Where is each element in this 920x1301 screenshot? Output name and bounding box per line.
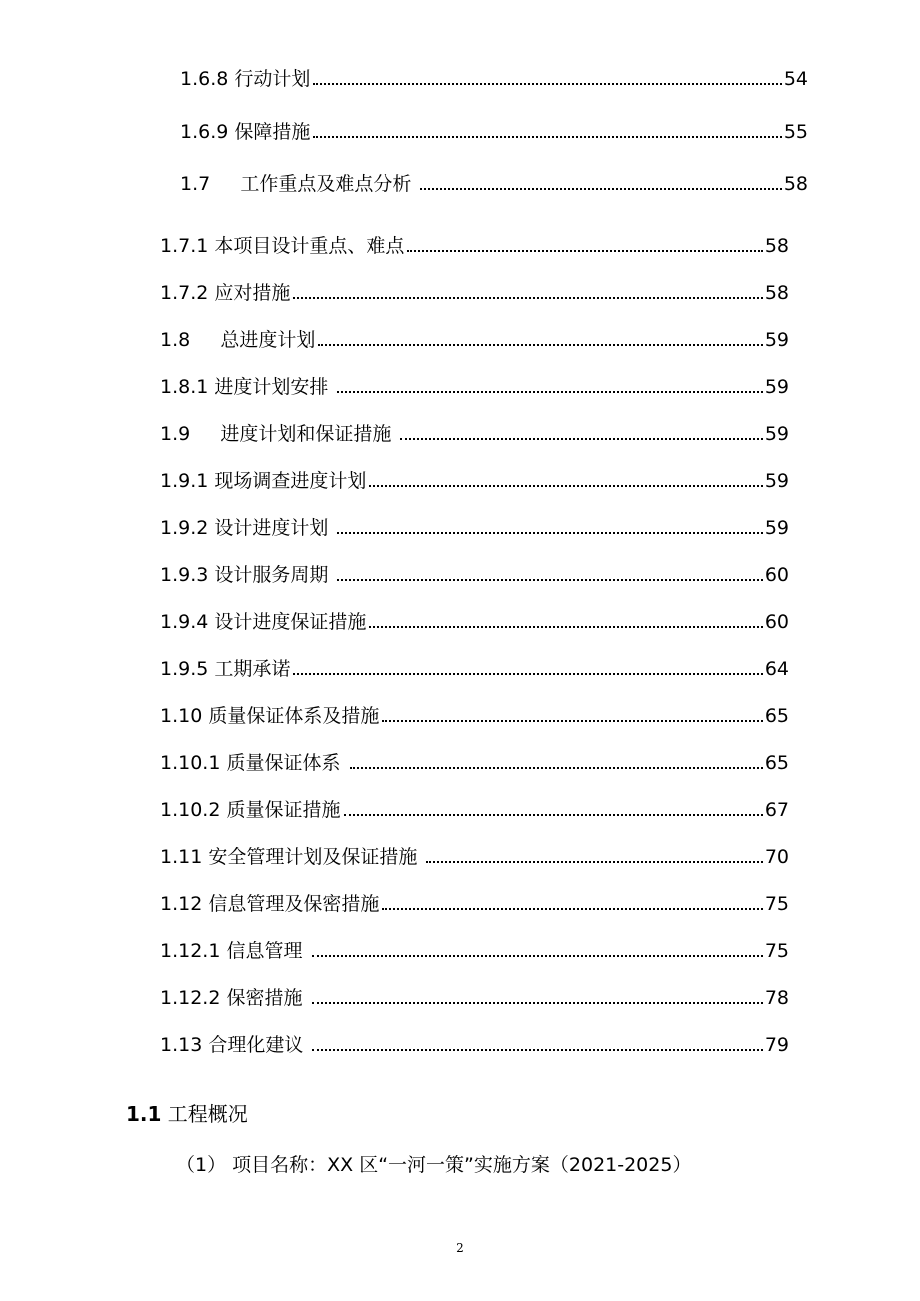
toc-entry-page: 67: [764, 799, 789, 821]
toc-entry[interactable]: [160, 939, 789, 963]
toc-entry-number: 1.6.8: [180, 68, 235, 90]
dot-leader: [312, 955, 763, 957]
toc-entry-page: 59: [764, 470, 789, 492]
toc-entry[interactable]: [160, 328, 789, 352]
toc-entry-page: 64: [764, 658, 789, 680]
toc-entry[interactable]: [160, 563, 789, 587]
toc-entry-number: 1.11: [160, 846, 209, 868]
toc-entry-title: 安全管理计划及保证措施: [208, 846, 424, 868]
toc-entry[interactable]: [160, 751, 789, 775]
toc-entry-title: 现场调查进度计划: [214, 470, 367, 492]
toc-entry[interactable]: [160, 798, 789, 822]
dot-leader: [312, 1049, 762, 1051]
toc-entry-page: 58: [783, 173, 808, 195]
dot-leader: [293, 673, 762, 675]
project-name-paragraph: （1） 项目名称：XX 区“一河一策”实施方案（2021-2025）: [176, 1154, 692, 1176]
toc-entry-page: 58: [764, 235, 789, 257]
toc-entry-page: 59: [764, 329, 789, 351]
toc-entry-title: 行动计划: [234, 68, 311, 90]
toc-entry-number: 1.9: [160, 423, 221, 445]
toc-entry-title: 质量保证体系及措施: [208, 705, 380, 727]
toc-entry[interactable]: [160, 986, 789, 1010]
toc-entry[interactable]: [160, 375, 789, 399]
toc-entry-page: 60: [764, 611, 789, 633]
toc-entry-page: 70: [764, 846, 789, 868]
toc-entry[interactable]: [160, 892, 789, 916]
toc-entry-title: 设计进度保证措施: [214, 611, 367, 633]
dot-leader: [344, 814, 763, 816]
section-number: 1.1: [126, 1102, 162, 1126]
toc-entry-number: 1.10.1: [160, 752, 227, 774]
dot-leader: [318, 344, 762, 346]
toc-entry-page: 65: [764, 752, 789, 774]
toc-entry[interactable]: [160, 845, 789, 869]
toc-entry-page: 65: [764, 705, 789, 727]
dot-leader: [382, 720, 762, 722]
toc-entry-page: 55: [783, 121, 808, 143]
toc-entry-number: 1.7.2: [160, 282, 215, 304]
toc-entry-number: 1.9.4: [160, 611, 215, 633]
toc-entry-number: 1.8: [160, 329, 221, 351]
dot-leader: [369, 626, 762, 628]
dot-leader: [420, 188, 781, 190]
dot-leader: [337, 391, 762, 393]
toc-entry-number: 1.8.1: [160, 376, 215, 398]
toc-entry-title: 保密措施: [226, 987, 309, 1009]
dot-leader: [350, 767, 763, 769]
toc-entry-title: 信息管理: [226, 940, 309, 962]
toc-entry-number: 1.13: [160, 1034, 209, 1056]
toc-entry-page: 75: [764, 893, 789, 915]
toc-entry-number: 1.10.2: [160, 799, 227, 821]
toc-entry-page: 78: [764, 987, 789, 1009]
toc-entry-title: 工期承诺: [214, 658, 291, 680]
toc-entry-page: 58: [764, 282, 789, 304]
toc-entry-page: 79: [764, 1034, 789, 1056]
toc-entry-number: 1.12: [160, 893, 209, 915]
toc-entry-title: 进度计划安排: [214, 376, 335, 398]
toc-entry-title: 进度计划和保证措施: [220, 423, 398, 445]
toc-entry-title: 保障措施: [234, 121, 311, 143]
toc-entry-page: 59: [764, 423, 789, 445]
dot-leader: [369, 485, 762, 487]
toc-entry-page: 75: [764, 940, 789, 962]
toc-entry-number: 1.7: [180, 173, 241, 195]
toc-entry[interactable]: [160, 1033, 789, 1057]
toc-entry-title: 本项目设计重点、难点: [214, 235, 405, 257]
toc-entry[interactable]: [180, 67, 808, 91]
toc-entry[interactable]: [160, 610, 789, 634]
toc-entry[interactable]: [160, 469, 789, 493]
dot-leader: [293, 297, 762, 299]
page-number: 2: [456, 1241, 464, 1255]
section-title: 工程概况: [161, 1102, 248, 1126]
toc-entry-number: 1.9.5: [160, 658, 215, 680]
toc-entry-title: 合理化建议: [208, 1034, 310, 1056]
toc-entry[interactable]: [160, 281, 789, 305]
toc-entry-title: 设计服务周期: [214, 564, 335, 586]
dot-leader: [313, 83, 781, 85]
dot-leader: [382, 908, 762, 910]
dot-leader: [337, 532, 762, 534]
toc-entry[interactable]: [160, 516, 789, 540]
toc-entry-title: 应对措施: [214, 282, 291, 304]
toc-entry[interactable]: [180, 172, 808, 196]
toc-entry-title: 总进度计划: [220, 329, 316, 351]
toc-entry[interactable]: [160, 704, 789, 728]
toc-entry-number: 1.6.9: [180, 121, 235, 143]
toc-entry-title: 设计进度计划: [214, 517, 335, 539]
toc-entry-number: 1.9.1: [160, 470, 215, 492]
toc-entry-page: 59: [764, 376, 789, 398]
dot-leader: [407, 250, 762, 252]
dot-leader: [426, 861, 762, 863]
dot-leader: [400, 438, 762, 440]
toc-entry-page: 59: [764, 517, 789, 539]
toc-entry-title: 质量保证措施: [226, 799, 341, 821]
toc-entry-number: 1.9.3: [160, 564, 215, 586]
dot-leader: [312, 1002, 763, 1004]
dot-leader: [337, 579, 762, 581]
toc-entry[interactable]: [180, 120, 808, 144]
section-heading: [126, 1101, 248, 1127]
toc-entry-number: 1.12.1: [160, 940, 227, 962]
toc-entry[interactable]: [160, 422, 789, 446]
dot-leader: [313, 136, 781, 138]
toc-entry-number: 1.12.2: [160, 987, 227, 1009]
toc-entry[interactable]: [160, 234, 789, 258]
toc-entry-page: 60: [764, 564, 789, 586]
toc-entry-page: 54: [783, 68, 808, 90]
toc-entry-title: 工作重点及难点分析: [240, 173, 418, 195]
toc-entry-number: 1.9.2: [160, 517, 215, 539]
toc-entry-title: 信息管理及保密措施: [208, 893, 380, 915]
toc-entry[interactable]: [160, 657, 789, 681]
toc-entry-number: 1.10: [160, 705, 209, 727]
toc-entry-title: 质量保证体系: [226, 752, 347, 774]
toc-entry-number: 1.7.1: [160, 235, 215, 257]
